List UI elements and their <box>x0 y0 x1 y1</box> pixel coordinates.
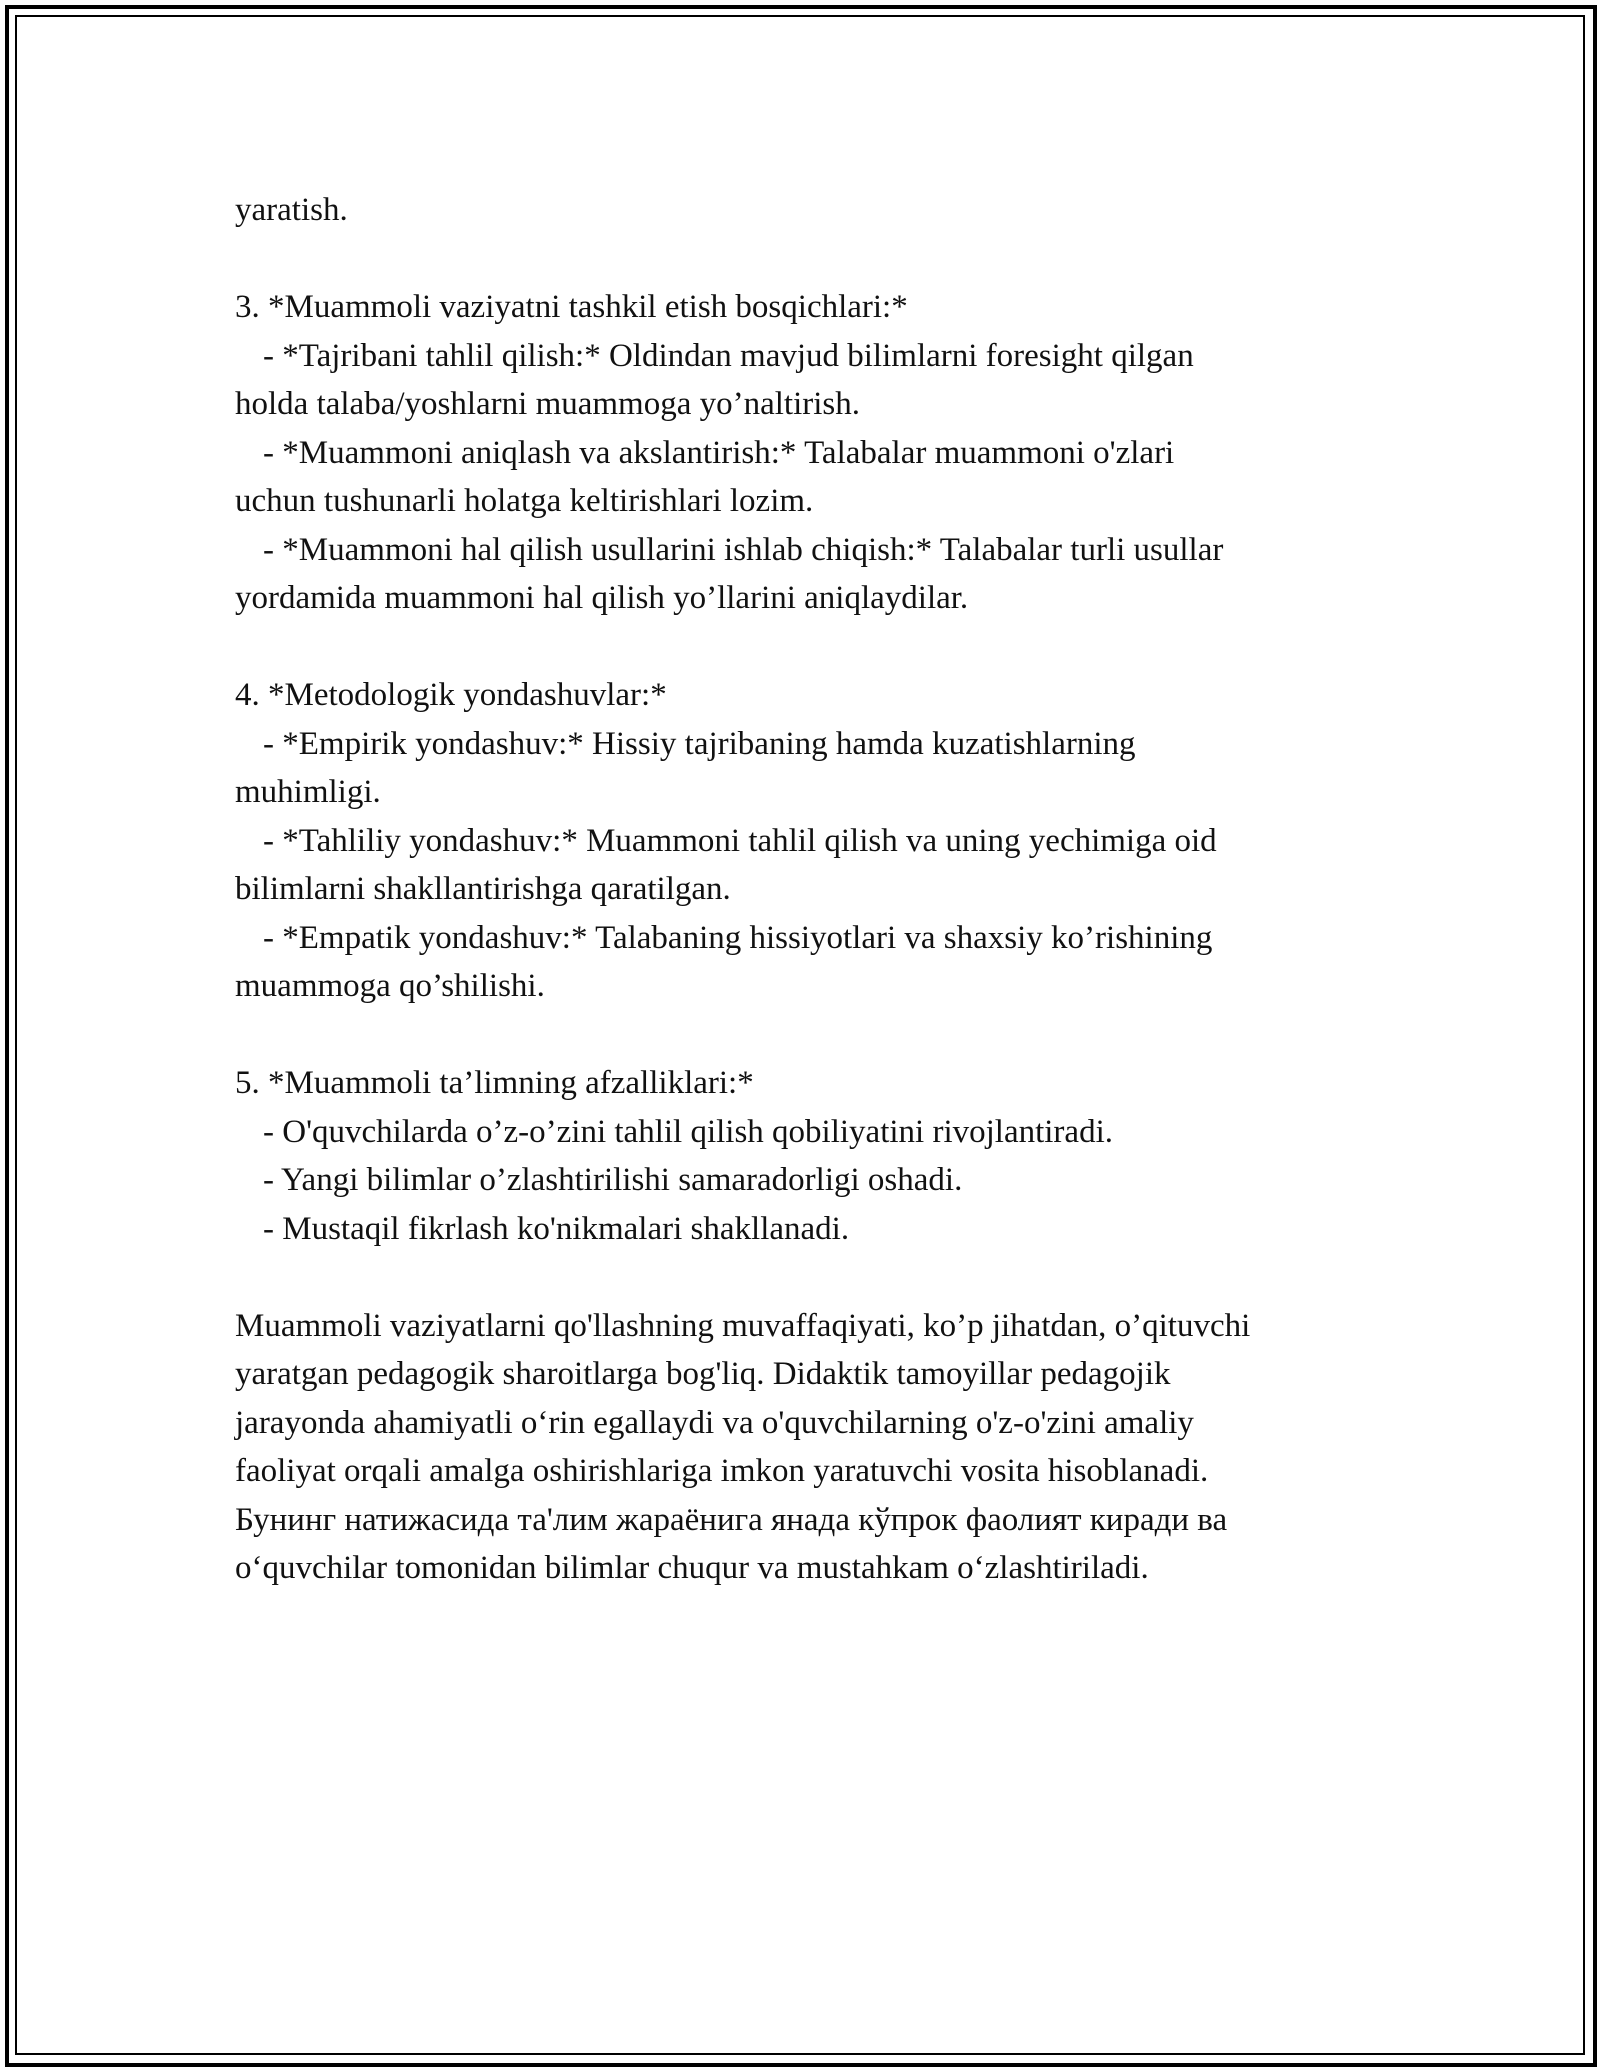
list-item: - Yangi bilimlar o’zlashtirilishi samaradorligi oshadi. <box>263 1162 963 1198</box>
paragraph-line: Бунинг натижасида та'лим жараёнига янада кўпрок фаолият киради ва <box>235 1501 1228 1538</box>
list-item: - *Tahliliy yondashuv:* Muammoni tahlil qilish va uning yechimiga oid <box>263 822 1217 859</box>
text-line: muhimligi. <box>235 774 381 810</box>
list-item: - *Empatik yondashuv:* Talabaning hissiyotlari va shaxsiy ko’rishining <box>263 919 1213 956</box>
list-item: - *Muammoni aniqlash va akslantirish:* Talabalar muammoni o'zlari <box>263 434 1175 471</box>
text-line: uchun tushunarli holatga keltirishlari lozim. <box>235 483 814 519</box>
paragraph-line: jarayonda ahamiyatli o‘rin egallaydi va o'quvchilarning o'z-o'zini amaliy <box>235 1404 1194 1441</box>
text-line: yordamida muammoni hal qilish yo’llarini aniqlaydilar. <box>235 580 969 616</box>
blank-line <box>235 623 1375 672</box>
section-heading: 5. *Muammoli ta’limning afzalliklari:* <box>235 1065 754 1101</box>
text-line: bilimlarni shakllantirishga qaratilgan. <box>235 871 731 907</box>
list-item: - *Empirik yondashuv:* Hissiy tajribaning hamda kuzatishlarning <box>263 725 1136 762</box>
text-line: muammoga qo’shilishi. <box>235 968 545 1004</box>
blank-line <box>235 235 1375 284</box>
list-item: - Mustaqil fikrlash ko'nikmalari shakllanadi. <box>263 1210 850 1247</box>
paragraph-line: yaratgan pedagogik sharoitlarga bog'liq. Didaktik tamoyillar pedagojik <box>235 1356 1171 1392</box>
paragraph-line: Muammoli vaziyatlarni qo'llashning muvaffaqiyati, ko’p jihatdan, o’qituvchi <box>235 1307 1251 1344</box>
list-item: - *Muammoni hal qilish usullarini ishlab chiqish:* Talabalar turli usullar <box>263 531 1224 568</box>
paragraph-line: o‘quvchilar tomonidan bilimlar chuqur va mustahkam o‘zlashtiriladi. <box>235 1550 1149 1586</box>
text-line: yaratish. <box>235 192 348 228</box>
document-body <box>235 186 1375 1593</box>
section-heading: 3. *Muammoli vaziyatni tashkil etish bosqichlari:* <box>235 289 908 325</box>
list-item: - *Tajribani tahlil qilish:* Oldindan mavjud bilimlarni foresight qilgan <box>263 337 1194 374</box>
blank-line <box>235 1011 1375 1060</box>
list-item: - O'quvchilarda o’z-o’zini tahlil qilish qobiliyatini rivojlantiradi. <box>263 1113 1113 1150</box>
section-heading: 4. *Metodologik yondashuvlar:* <box>235 677 667 713</box>
paragraph-line: faoliyat orqali amalga oshirishlariga imkon yaratuvchi vosita hisoblanadi. <box>235 1453 1209 1489</box>
blank-line <box>235 1253 1375 1302</box>
text-line: holda talaba/yoshlarni muammoga yo’naltirish. <box>235 386 861 422</box>
